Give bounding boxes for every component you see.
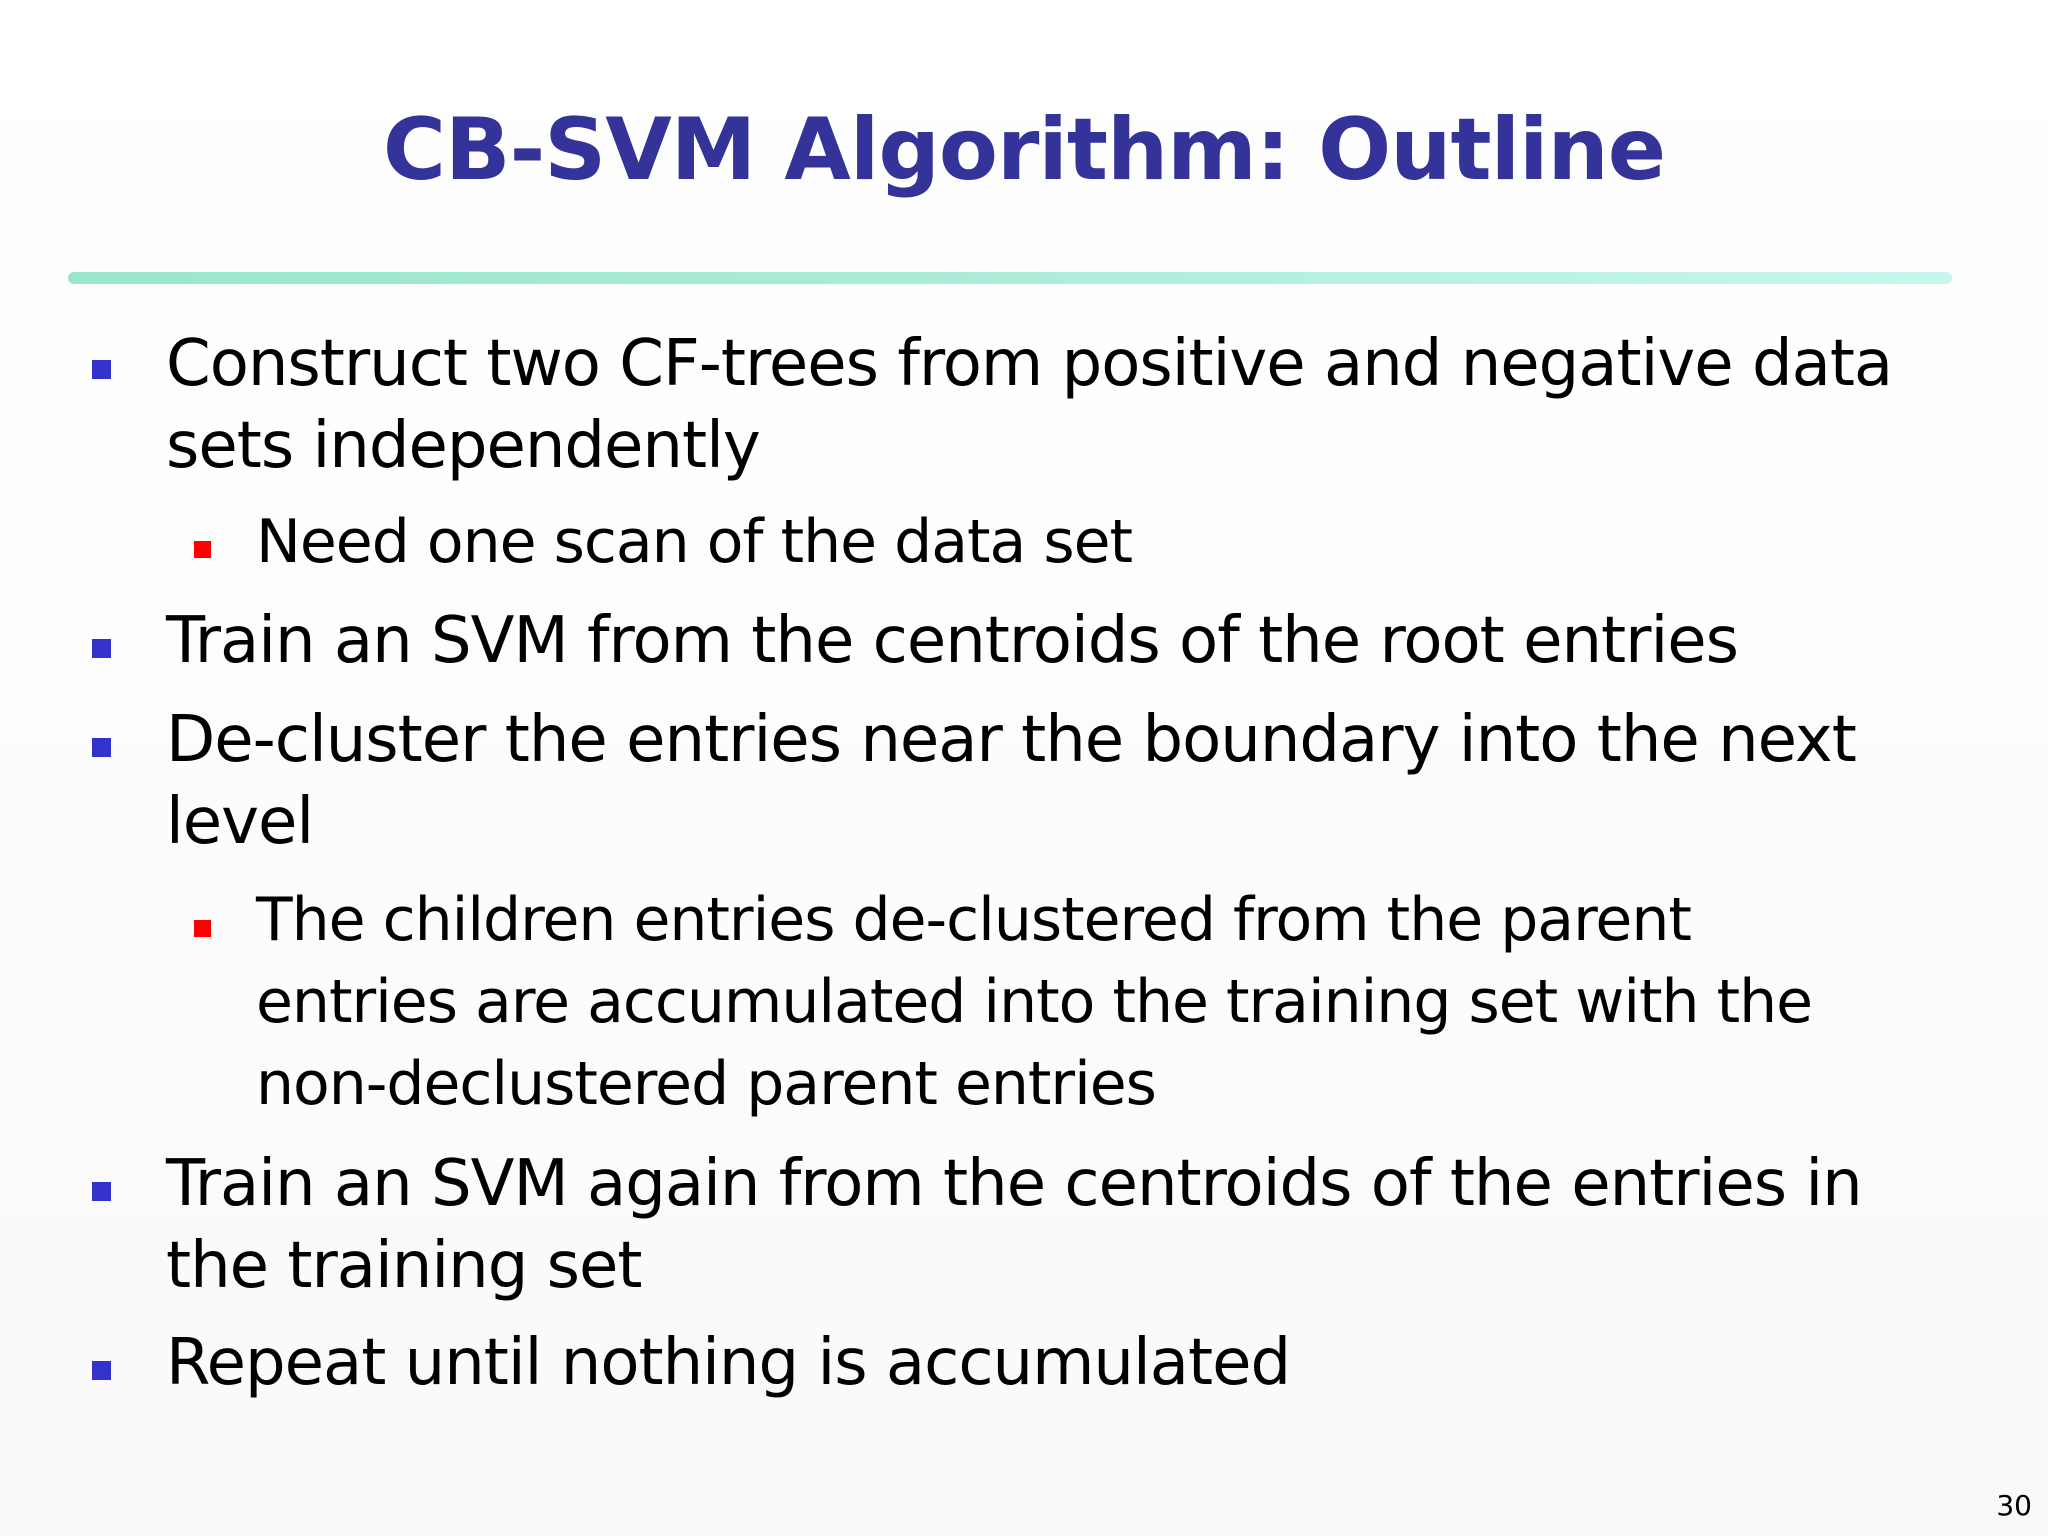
bullet-marker	[92, 1361, 111, 1380]
bullet-text-line: The children entries de-clustered from the parent	[256, 885, 1691, 955]
bullet-marker	[92, 639, 111, 658]
sub-bullet-marker	[194, 541, 211, 558]
bullet-marker	[92, 738, 111, 757]
bullet-text-line: entries are accumulated into the training set with the	[256, 967, 1813, 1037]
bullet-marker	[92, 1182, 111, 1201]
bullet-text-line: Repeat until nothing is accumulated	[166, 1326, 1291, 1400]
bullet-text-line: Train an SVM again from the centroids of the entries in	[166, 1147, 1862, 1221]
bullet-text-line: the training set	[166, 1229, 642, 1303]
slide-title: CB-SVM Algorithm: Outline	[382, 100, 1666, 200]
page-number: 30	[1996, 1489, 2032, 1522]
bullet-text-line: sets independently	[166, 409, 760, 483]
bullet-marker	[92, 360, 111, 379]
bullet-text-line: Need one scan of the data set	[256, 507, 1133, 577]
bullet-text-line: non-declustered parent entries	[256, 1049, 1156, 1119]
bullet-text-line: Train an SVM from the centroids of the root entries	[166, 604, 1738, 678]
bullet-text-line: level	[166, 785, 314, 859]
sub-bullet-marker	[194, 920, 211, 937]
bullet-text-line: Construct two CF-trees from positive and negative data	[166, 327, 1893, 401]
bullet-text-line: De-cluster the entries near the boundary into the next	[166, 703, 1856, 777]
